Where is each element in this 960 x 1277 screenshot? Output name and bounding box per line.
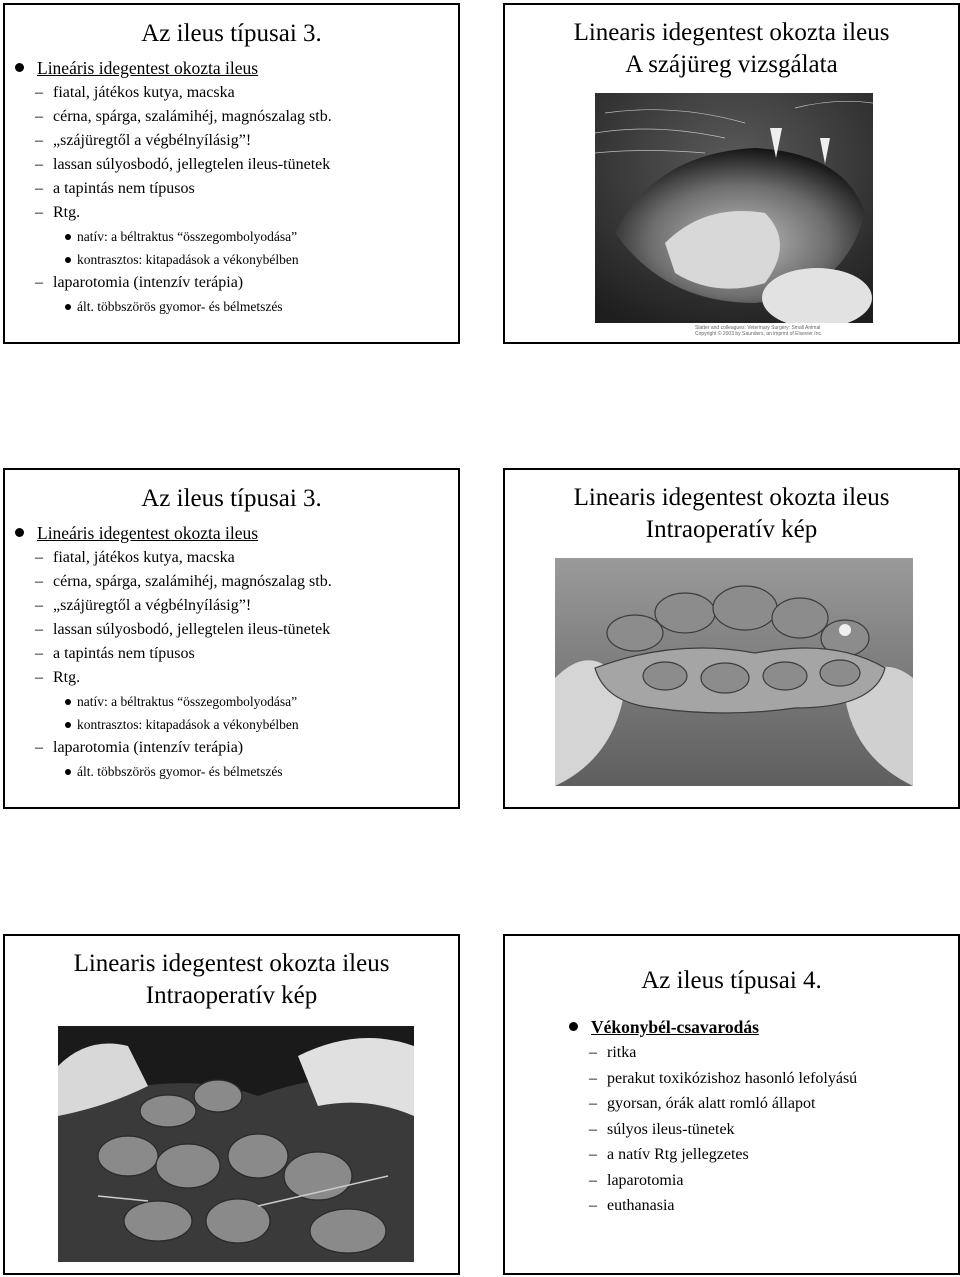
list-item: – fiatal, játékos kutya, macska bbox=[35, 549, 235, 566]
bullet-icon bbox=[65, 257, 71, 263]
list-item: – lassan súlyosbodó, jellegtelen ileus-tünetek bbox=[35, 156, 331, 173]
bullet-icon bbox=[65, 769, 71, 775]
list-item: – Rtg. bbox=[35, 204, 81, 221]
intraoperative-photo bbox=[555, 558, 913, 786]
slide-title: Linearis idegentest okozta ileus A szájüreg vizsgálata bbox=[573, 19, 890, 78]
slide-5 bbox=[3, 934, 460, 1275]
list-item: – laparotomia (intenzív terápia) bbox=[35, 739, 244, 756]
slide-title: Az ileus típusai 3. bbox=[141, 485, 322, 512]
bullet-icon bbox=[15, 528, 24, 537]
list-item: – a tapintás nem típusos bbox=[35, 645, 195, 662]
list-item: – laparotomia bbox=[589, 1171, 684, 1189]
cat-mouth-photo bbox=[595, 93, 873, 323]
slide-title: Linearis idegentest okozta ileus Intraoperatív kép bbox=[73, 950, 390, 1009]
bullet-icon bbox=[65, 699, 71, 705]
photo-credit: Slatter and colleagues: Veterinary Surgery: Small Animal Copyright © 2003 by Saunders, an imprint of Elsevier Inc. bbox=[695, 325, 823, 337]
list-subitem: kontrasztos: kitapadások a vékonybélben bbox=[37, 713, 458, 736]
intraoperative-photo bbox=[58, 1026, 414, 1262]
list-item: – a tapintás nem típusos bbox=[35, 180, 195, 197]
list-item: – fiatal, játékos kutya, macska bbox=[35, 84, 235, 101]
list-heading: Lineáris idegentest okozta ileus bbox=[37, 520, 458, 546]
list-item: – Rtg. bbox=[35, 669, 81, 686]
list-item: – cérna, spárga, szalámihéj, magnószalag stb. bbox=[35, 108, 332, 125]
bullet-icon bbox=[65, 234, 71, 240]
slide-6 bbox=[503, 934, 960, 1275]
list-item: – laparotomia (intenzív terápia) bbox=[35, 274, 244, 291]
list-item: – lassan súlyosbodó, jellegtelen ileus-tünetek bbox=[35, 621, 331, 638]
slide-2 bbox=[503, 3, 960, 344]
list-item: – ritka bbox=[589, 1044, 637, 1061]
list-subitem: natív: a béltraktus “összegombolyodása” bbox=[37, 225, 458, 248]
list-item: – gyorsan, órák alatt romló állapot bbox=[589, 1095, 816, 1112]
bullet-list bbox=[505, 1014, 958, 1219]
bullet-list bbox=[5, 55, 458, 318]
bullet-icon bbox=[65, 304, 71, 310]
bullet-icon bbox=[569, 1022, 578, 1031]
list-item: – a natív Rtg jellegzetes bbox=[589, 1146, 749, 1163]
slide-1 bbox=[3, 3, 460, 344]
list-heading: Lineáris idegentest okozta ileus bbox=[37, 55, 458, 81]
list-item: – „szájüregtől a végbélnyílásig”! bbox=[35, 132, 252, 149]
bullet-icon bbox=[65, 722, 71, 728]
slide-4 bbox=[503, 468, 960, 809]
list-heading: Vékonybél-csavarodás bbox=[591, 1014, 958, 1040]
slide-title: Az ileus típusai 4. bbox=[641, 967, 822, 994]
slide-title: Linearis idegentest okozta ileus Intraoperatív kép bbox=[573, 484, 890, 543]
bullet-list bbox=[5, 520, 458, 783]
list-item: – cérna, spárga, szalámihéj, magnószalag stb. bbox=[35, 573, 332, 590]
list-subitem: natív: a béltraktus “összegombolyodása” bbox=[37, 690, 458, 713]
list-subitem: ált. többszörös gyomor- és bélmetszés bbox=[37, 760, 458, 783]
slide-title: Az ileus típusai 3. bbox=[141, 20, 322, 47]
list-item: – euthanasia bbox=[589, 1197, 675, 1214]
list-subitem: kontrasztos: kitapadások a vékonybélben bbox=[37, 248, 458, 271]
list-subitem: ált. többszörös gyomor- és bélmetszés bbox=[37, 295, 458, 318]
bullet-icon bbox=[15, 63, 24, 72]
list-item: – „szájüregtől a végbélnyílásig”! bbox=[35, 597, 252, 614]
slide-3 bbox=[3, 468, 460, 809]
list-item: – súlyos ileus-tünetek bbox=[589, 1120, 735, 1138]
list-item: – perakut toxikózishoz hasonló lefolyású bbox=[589, 1069, 858, 1087]
